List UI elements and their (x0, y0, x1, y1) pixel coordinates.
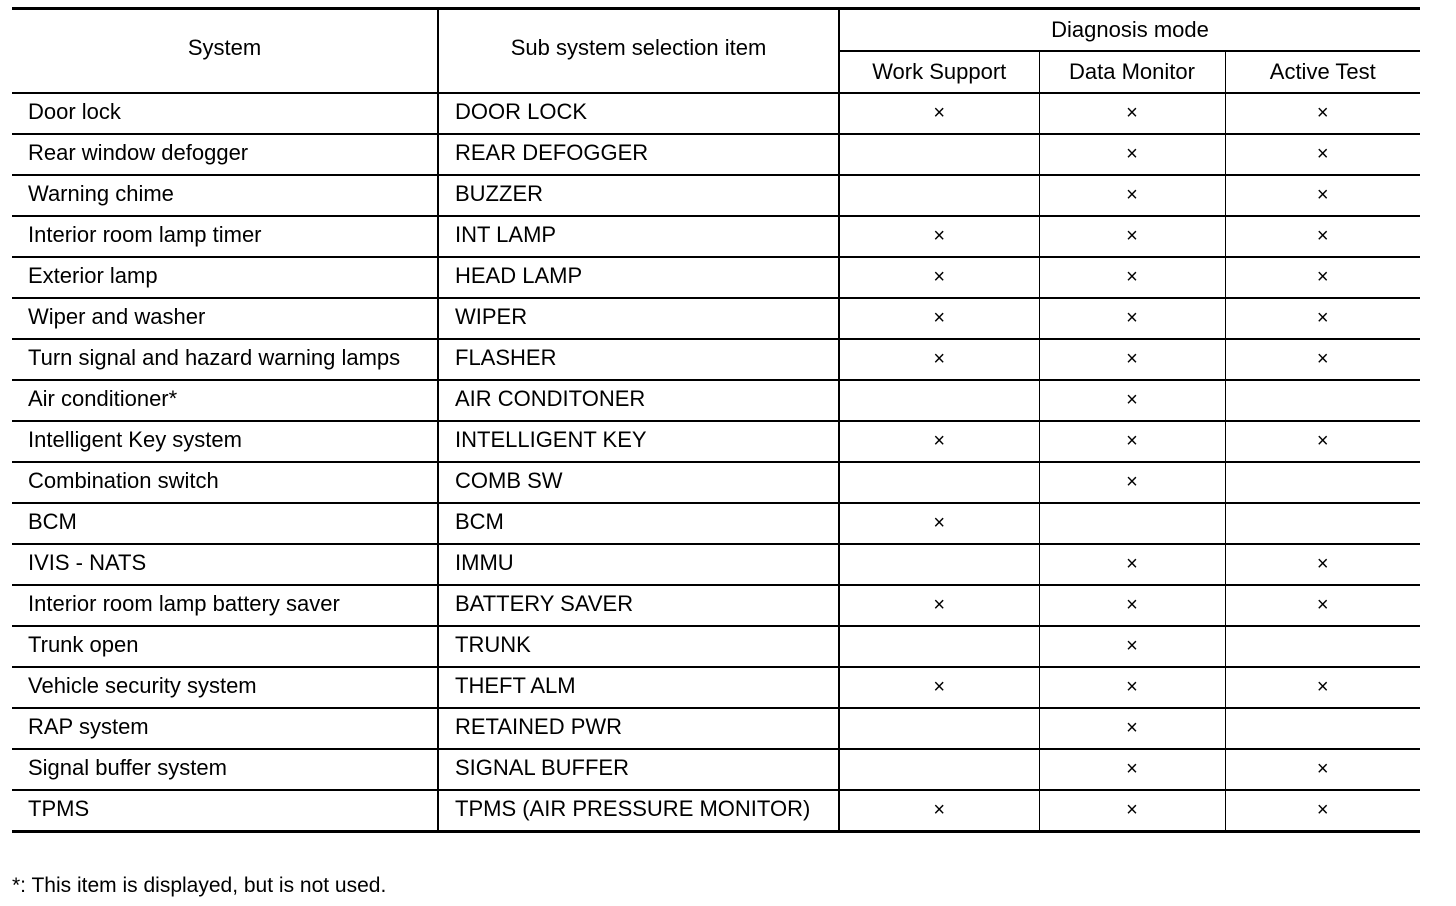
active-test-cell: × (1225, 298, 1420, 339)
table-row (12, 421, 1420, 462)
data-monitor-cell: × (1039, 175, 1225, 216)
work-support-cell (839, 708, 1039, 749)
sub-system-cell: HEAD LAMP (438, 257, 839, 298)
work-support-cell (839, 544, 1039, 585)
sub-system-cell: AIR CONDITONER (438, 380, 839, 421)
sub-system-cell: COMB SW (438, 462, 839, 503)
sub-system-cell: WIPER (438, 298, 839, 339)
table-row (12, 626, 1420, 667)
system-cell: Interior room lamp timer (12, 216, 438, 257)
table-row (12, 667, 1420, 708)
sub-system-cell: INT LAMP (438, 216, 839, 257)
table-row (12, 257, 1420, 298)
data-monitor-cell: × (1039, 749, 1225, 790)
sub-system-cell: DOOR LOCK (438, 93, 839, 134)
work-support-cell: × (839, 216, 1039, 257)
footnote: *: This item is displayed, but is not used. (12, 874, 387, 897)
active-test-cell: × (1225, 257, 1420, 298)
table-row (12, 298, 1420, 339)
data-monitor-cell: × (1039, 134, 1225, 175)
table-row (12, 93, 1420, 134)
table-row (12, 339, 1420, 380)
system-cell: Exterior lamp (12, 257, 438, 298)
system-cell: Turn signal and hazard warning lamps (12, 339, 438, 380)
data-monitor-cell: × (1039, 585, 1225, 626)
active-test-cell: × (1225, 790, 1420, 831)
system-cell: Vehicle security system (12, 667, 438, 708)
active-test-cell: × (1225, 667, 1420, 708)
data-monitor-cell: × (1039, 339, 1225, 380)
work-support-cell: × (839, 503, 1039, 544)
work-support-cell (839, 134, 1039, 175)
diagnosis-mode-table (12, 7, 1420, 833)
system-cell: RAP system (12, 708, 438, 749)
sub-system-cell: RETAINED PWR (438, 708, 839, 749)
work-support-cell: × (839, 667, 1039, 708)
data-monitor-cell: × (1039, 626, 1225, 667)
sub-system-cell: INTELLIGENT KEY (438, 421, 839, 462)
table-row (12, 380, 1420, 421)
table-row (12, 790, 1420, 831)
active-test-cell: × (1225, 585, 1420, 626)
table-row (12, 585, 1420, 626)
active-test-cell: × (1225, 544, 1420, 585)
active-test-cell: × (1225, 421, 1420, 462)
active-test-cell: × (1225, 134, 1420, 175)
data-monitor-cell: × (1039, 544, 1225, 585)
system-cell: Air conditioner* (12, 380, 438, 421)
active-test-cell (1225, 380, 1420, 421)
work-support-cell: × (839, 585, 1039, 626)
sub-system-cell: THEFT ALM (438, 667, 839, 708)
table-row (12, 175, 1420, 216)
active-test-cell: × (1225, 216, 1420, 257)
work-support-cell: × (839, 339, 1039, 380)
work-support-cell: × (839, 298, 1039, 339)
sub-system-cell: BCM (438, 503, 839, 544)
system-cell: TPMS (12, 790, 438, 831)
work-support-cell (839, 462, 1039, 503)
table-row (12, 544, 1420, 585)
work-support-cell: × (839, 421, 1039, 462)
sub-system-cell: BUZZER (438, 175, 839, 216)
table-row (12, 134, 1420, 175)
sub-system-cell: FLASHER (438, 339, 839, 380)
sub-system-column-header: Sub system selection item (438, 9, 839, 94)
system-cell: Rear window defogger (12, 134, 438, 175)
active-test-column-header: Active Test (1225, 51, 1420, 93)
work-support-column-header: Work Support (839, 51, 1039, 93)
data-monitor-cell: × (1039, 216, 1225, 257)
system-cell: Warning chime (12, 175, 438, 216)
table-row (12, 216, 1420, 257)
sub-system-cell: TPMS (AIR PRESSURE MONITOR) (438, 790, 839, 831)
work-support-cell (839, 626, 1039, 667)
data-monitor-cell: × (1039, 462, 1225, 503)
sub-system-cell: BATTERY SAVER (438, 585, 839, 626)
sub-system-cell: IMMU (438, 544, 839, 585)
active-test-cell: × (1225, 93, 1420, 134)
work-support-cell: × (839, 257, 1039, 298)
work-support-cell (839, 175, 1039, 216)
data-monitor-cell: × (1039, 421, 1225, 462)
data-monitor-cell: × (1039, 257, 1225, 298)
system-cell: Intelligent Key system (12, 421, 438, 462)
active-test-cell: × (1225, 749, 1420, 790)
system-cell: Door lock (12, 93, 438, 134)
system-cell: Interior room lamp battery saver (12, 585, 438, 626)
table-row (12, 462, 1420, 503)
system-cell: Signal buffer system (12, 749, 438, 790)
table-row (12, 503, 1420, 544)
work-support-cell: × (839, 790, 1039, 831)
work-support-cell (839, 749, 1039, 790)
data-monitor-cell (1039, 503, 1225, 544)
table-header (12, 9, 1420, 94)
active-test-cell (1225, 503, 1420, 544)
header-row-top (12, 9, 1420, 52)
active-test-cell (1225, 626, 1420, 667)
system-cell: Combination switch (12, 462, 438, 503)
data-monitor-cell: × (1039, 380, 1225, 421)
active-test-cell: × (1225, 175, 1420, 216)
active-test-cell (1225, 462, 1420, 503)
data-monitor-column-header: Data Monitor (1039, 51, 1225, 93)
work-support-cell: × (839, 93, 1039, 134)
data-monitor-cell: × (1039, 298, 1225, 339)
sub-system-cell: SIGNAL BUFFER (438, 749, 839, 790)
data-monitor-cell: × (1039, 790, 1225, 831)
sub-system-cell: TRUNK (438, 626, 839, 667)
table-row (12, 708, 1420, 749)
active-test-cell: × (1225, 339, 1420, 380)
system-cell: BCM (12, 503, 438, 544)
system-cell: IVIS - NATS (12, 544, 438, 585)
system-cell: Trunk open (12, 626, 438, 667)
system-cell: Wiper and washer (12, 298, 438, 339)
active-test-cell (1225, 708, 1420, 749)
diagnosis-mode-header: Diagnosis mode (839, 9, 1420, 52)
table-row (12, 749, 1420, 790)
work-support-cell (839, 380, 1039, 421)
data-monitor-cell: × (1039, 708, 1225, 749)
data-monitor-cell: × (1039, 667, 1225, 708)
table-body (12, 93, 1420, 831)
data-monitor-cell: × (1039, 93, 1225, 134)
sub-system-cell: REAR DEFOGGER (438, 134, 839, 175)
system-column-header: System (12, 9, 438, 94)
